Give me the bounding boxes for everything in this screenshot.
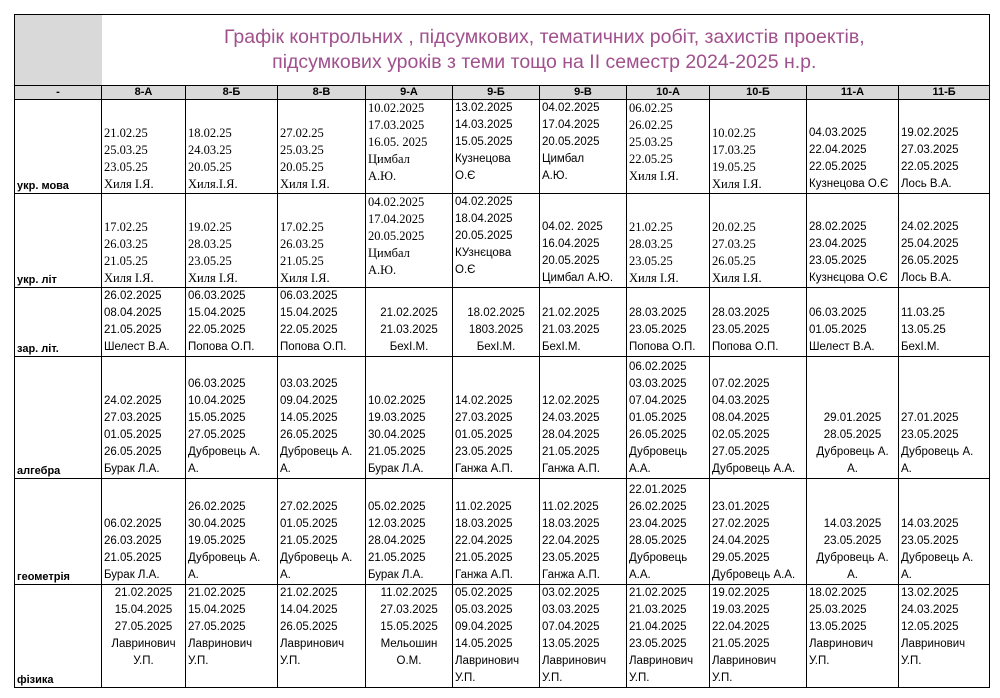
table-cell: 05.02.2025 12.03.2025 28.04.2025 21.05.2025 Бурак Л.А. [366,479,453,585]
table-cell: 04.02. 2025 16.04.2025 20.05.2025 Цимбал А.Ю. [540,194,627,288]
column-header: 9-А [366,86,453,100]
table-cell: 04.02.2025 17.04.2025 20.05.2025 Цимбал А.Ю. [366,194,453,288]
page-title [102,15,990,86]
table-cell: 26.02.2025 30.04.2025 19.05.2025 Дубровець А. А. [186,479,278,585]
title-line-1: Графік контрольних , підсумкових, тематичних робіт, захистів проектів, [223,26,865,48]
subject-label: укр. літ [15,194,102,288]
table-cell: 29.01.2025 28.05.2025 Дубровець А. А. [807,357,899,479]
table-cell: 21.02.2025 21.03.2025 БехІ.М. [540,288,627,357]
title-line-2: підсумкових уроків з теми тощо на ІІ семестр 2024-2025 н.р. [272,51,817,73]
table-cell: 11.02.2025 18.03.2025 22.04.2025 21.05.2025 Ганжа А.П. [453,479,540,585]
table-cell: 14.03.2025 23.05.2025 Дубровець А. А. [807,479,899,585]
table-cell: 03.02.2025 03.03.2025 07.04.2025 13.05.2025 Лавринович У.П. [540,585,627,688]
table-cell: 18.02.2025 25.03.2025 13.05.2025 Лавринович У.П. [807,585,899,688]
table-cell: 13.02.2025 14.03.2025 15.05.2025 Кузнецова О.Є [453,100,540,194]
table-row [15,288,990,357]
table-cell: 04.03.2025 22.04.2025 22.05.2025 Кузнецова О.Є [807,100,899,194]
table-cell: 23.01.2025 27.02.2025 24.04.2025 29.05.2025 Дубровець А.А. [710,479,807,585]
table-row [15,194,990,288]
column-header: 8-Б [186,86,278,100]
table-cell: 17.02.25 26.03.25 21.05.25 Хиля І.Я. [102,194,186,288]
table-cell: 14.03.2025 23.05.2025 Дубровець А. А. [899,479,990,585]
table-cell: 14.02.2025 27.03.2025 01.05.2025 23.05.2025 Ганжа А.П. [453,357,540,479]
table-row [15,357,990,479]
table-cell: 06.03.2025 10.04.2025 15.05.2025 27.05.2025 Дубровець А. А. [186,357,278,479]
table-cell: 21.02.25 28.03.25 23.05.25 Хиля І.Я. [627,194,710,288]
table-cell: 27.02.25 25.03.25 20.05.25 Хиля І.Я. [278,100,366,194]
subject-label: алгебра [15,357,102,479]
header-corner: - [15,86,102,100]
table-cell: 19.02.2025 19.03.2025 22.04.2025 21.05.2025 Лавринович У.П. [710,585,807,688]
table-cell: 17.02.25 26.03.25 21.05.25 Хиля І.Я. [278,194,366,288]
table-cell: 13.02.2025 24.03.2025 12.05.2025 Лавринович У.П. [899,585,990,688]
table-cell: 24.02.2025 25.04.2025 26.05.2025 Лось В.А. [899,194,990,288]
subject-label: фізика [15,585,102,688]
table-cell: 11.02.2025 27.03.2025 15.05.2025 Мельошин О.М. [366,585,453,688]
table-cell: 03.03.2025 09.04.2025 14.05.2025 26.05.2025 Дубровець А. А. [278,357,366,479]
table-cell: 06.02.25 26.02.25 25.03.25 22.05.25 Хиля І.Я. [627,100,710,194]
table-cell: 06.03.2025 15.04.2025 22.05.2025 Попова О.П. [278,288,366,357]
table-cell: 27.01.2025 23.05.2025 Дубровець А. А. [899,357,990,479]
table-cell: 11.02.2025 18.03.2025 22.04.2025 23.05.2025 Ганжа А.П. [540,479,627,585]
table-cell: 22.01.2025 26.02.2025 23.04.2025 28.05.2025 Дубровець А.А. [627,479,710,585]
column-header: 11-А [807,86,899,100]
table-cell: 10.02.2025 19.03.2025 30.04.2025 21.05.2025 Бурак Л.А. [366,357,453,479]
table-cell: 20.02.25 27.03.25 26.05.25 Хиля І.Я. [710,194,807,288]
title-spacer [15,15,102,86]
table-cell: 21.02.2025 15.04.2025 27.05.2025 Лавринович У.П. [102,585,186,688]
column-header: 9-Б [453,86,540,100]
table-row [15,585,990,688]
title-row [15,15,990,86]
table-cell: 21.02.25 25.03.25 23.05.25 Хиля І.Я. [102,100,186,194]
table-cell: 11.03.25 13.05.25 БехІ.М. [899,288,990,357]
table-cell: 28.03.2025 23.05.2025 Попова О.П. [710,288,807,357]
table-cell: 27.02.2025 01.05.2025 21.05.2025 Дубровець А. А. [278,479,366,585]
table-cell: 24.02.2025 27.03.2025 01.05.2025 26.05.2025 Бурак Л.А. [102,357,186,479]
table-cell: 18.02.2025 1803.2025 БехІ.М. [453,288,540,357]
column-header: 10-А [627,86,710,100]
column-header: 11-Б [899,86,990,100]
schedule-sheet [14,14,989,684]
subject-label: укр. мова [15,100,102,194]
table-cell: 07.02.2025 04.03.2025 08.04.2025 02.05.2025 27.05.2025 Дубровець А.А. [710,357,807,479]
table-row [15,479,990,585]
table-cell: 04.02.2025 18.04.2025 20.05.2025 КУзнєцова О.Є [453,194,540,288]
table-cell: 06.02.2025 03.03.2025 07.04.2025 01.05.2025 26.05.2025 Дубровець А.А. [627,357,710,479]
header-row [15,86,990,100]
table-cell: 05.02.2025 05.03.2025 09.04.2025 14.05.2025 Лавринович У.П. [453,585,540,688]
table-cell: 28.03.2025 23.05.2025 Попова О.П. [627,288,710,357]
subject-label: геометрія [15,479,102,585]
column-header: 10-Б [710,86,807,100]
table-cell: 26.02.2025 08.04.2025 21.05.2025 Шелест В.А. [102,288,186,357]
table-cell: 21.02.2025 21.03.2025 21.04.2025 23.05.2025 Лавринович У.П. [627,585,710,688]
table-cell: 06.03.2025 15.04.2025 22.05.2025 Попова О.П. [186,288,278,357]
table-cell: 28.02.2025 23.04.2025 23.05.2025 Кузнєцова О.Є [807,194,899,288]
table-cell: 12.02.2025 24.03.2025 28.04.2025 21.05.2025 Ганжа А.П. [540,357,627,479]
column-header: 9-В [540,86,627,100]
schedule-table [14,14,990,688]
table-cell: 10.02.25 17.03.25 19.05.25 Хиля І.Я. [710,100,807,194]
table-cell: 21.02.2025 21.03.2025 БехІ.М. [366,288,453,357]
column-header: 8-В [278,86,366,100]
table-cell: 06.02.2025 26.03.2025 21.05.2025 Бурак Л.А. [102,479,186,585]
table-cell: 10.02.2025 17.03.2025 16.05. 2025 Цимбал А.Ю. [366,100,453,194]
table-row [15,100,990,194]
subject-label: зар. літ. [15,288,102,357]
table-cell: 06.03.2025 01.05.2025 Шелест В.А. [807,288,899,357]
table-cell: 19.02.2025 27.03.2025 22.05.2025 Лось В.А. [899,100,990,194]
column-header: 8-А [102,86,186,100]
table-cell: 21.02.2025 14.04.2025 26.05.2025 Лавринович У.П. [278,585,366,688]
table-cell: 19.02.25 28.03.25 23.05.25 Хиля І.Я. [186,194,278,288]
table-cell: 04.02.2025 17.04.2025 20.05.2025 Цимбал А.Ю. [540,100,627,194]
table-cell: 18.02.25 24.03.25 20.05.25 Хиля.І.Я. [186,100,278,194]
table-cell: 21.02.2025 15.04.2025 27.05.2025 Лавринович У.П. [186,585,278,688]
